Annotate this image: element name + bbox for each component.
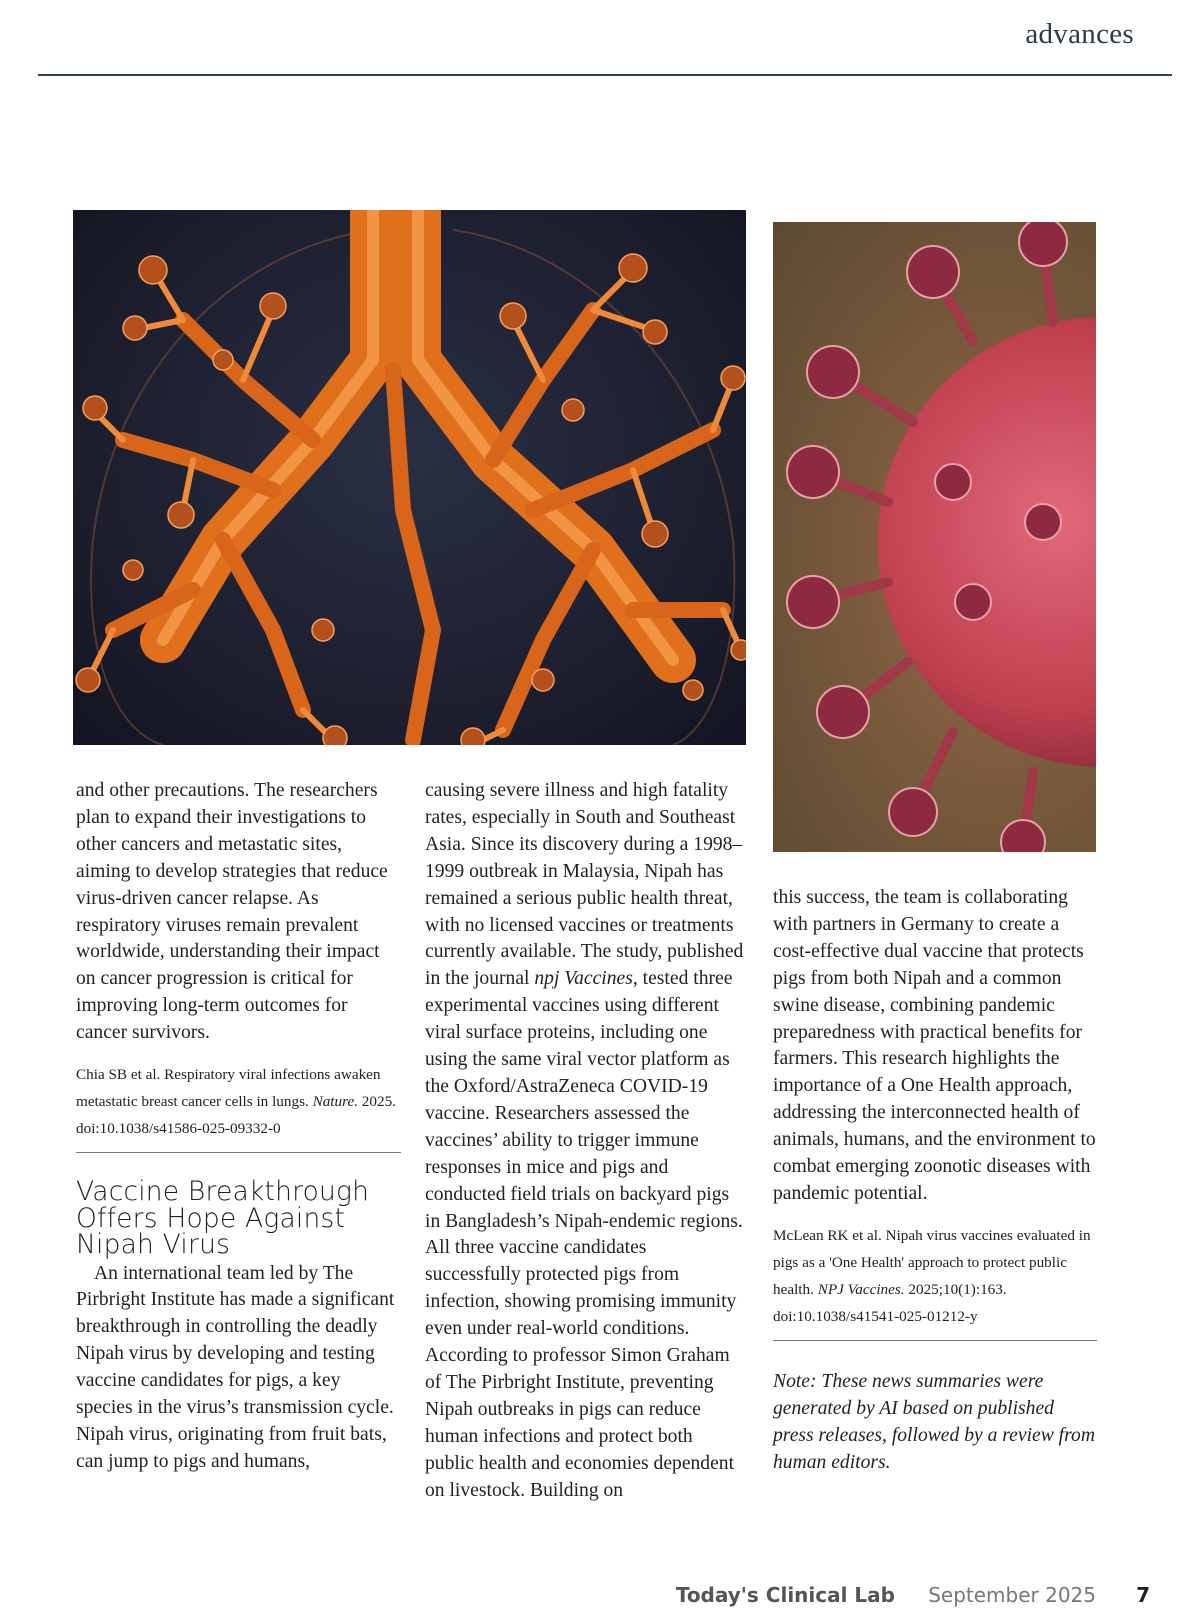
- footer-brand: Today's Clinical Lab: [675, 1583, 895, 1607]
- virus-particle-icon: [773, 222, 1096, 852]
- ai-note: Note: These news summaries were generated by AI based on published press releases, followed by a review from human editors.: [773, 1370, 1095, 1473]
- col3-divider: [773, 1340, 1097, 1341]
- col1-ref-rest: 2025. doi:10.1038/s41586-025-09332-0: [76, 1093, 396, 1138]
- lung-bronchi-icon: [73, 210, 746, 745]
- col2-body-b: , tested three experimental vaccines using different viral surface proteins, including one using the same viral vector platform as the Oxford/AstraZeneca COVID-19 vaccine. Researchers assessed the vaccines’ ability to trigger immune responses in mice and pigs and conducted field trials on backyard pigs in Bangladesh’s Nipah-endemic regions. All three vaccine candidates successfully protected pigs from infection, showing promising immunity even under real-world conditions. According to professor Simon Graham of The Pirbright Institute, preventing Nipah outbreaks in pigs can reduce human infections and protect both public health and economies dependent on livestock. Building on: [425, 968, 743, 1501]
- lung-illustration: [73, 210, 746, 745]
- col1-ref-authors: Chia SB et al. Respiratory viral infections awaken metastatic breast cancer cells in lungs.: [76, 1066, 381, 1111]
- col3-ref-journal: NPJ Vaccines.: [817, 1280, 905, 1298]
- col3-body: this success, the team is collaborating with partners in Germany to create a cost-effective dual vaccine that protects pigs from both Nipah and a common swine disease, combining pandemic preparedness with practical benefits for farmers. This research highlights the importance of a One Health approach, addressing the interconnected health of animals, humans, and the environment to combat emerging zoonotic diseases with pandemic potential.: [773, 887, 1096, 1204]
- col1-reference: [76, 1061, 401, 1142]
- section-label: advances: [1025, 18, 1134, 50]
- col1-body: and other precautions. The researchers plan to expand their investigations to other cancers and metastatic sites, aiming to develop strategies that reduce virus-driven cancer relapse. As respiratory viruses remain prevalent worldwide, understanding their impact on cancer progression is critical for improving long-term outcomes for cancer survivors.: [76, 780, 388, 1044]
- column-1: [76, 778, 401, 1476]
- column-2: [425, 778, 745, 1504]
- col1-divider: [76, 1152, 401, 1153]
- col2-body: [425, 778, 745, 1504]
- page-number: 7: [1136, 1583, 1150, 1607]
- virus-illustration: [773, 222, 1096, 852]
- col1-article-start: An international team led by The Pirbright Institute has made a significant breakthrough in controlling the deadly Nipah virus by developing and testing vaccine candidates for pigs, a key species in the virus’s transmission cycle. Nipah virus, originating from fruit bats, can jump to pigs and humans,: [76, 1262, 395, 1472]
- col3-ref-authors: McLean RK et al. Nipah virus vaccines evaluated in pigs as a 'One Health' approach to protect public health.: [773, 1226, 1091, 1298]
- col3-ref-rest: 2025;10(1):163. doi:10.1038/s41541-025-01212-y: [773, 1280, 1007, 1325]
- col3-reference: [773, 1222, 1097, 1330]
- col2-journal: npj Vaccines: [534, 968, 633, 990]
- article-headline: Vaccine Breakthrough Offers Hope Against Nipah Virus: [76, 1176, 370, 1261]
- col1-ref-journal: Nature.: [312, 1093, 358, 1111]
- header-rule: [38, 74, 1172, 76]
- footer-date: September 2025: [928, 1583, 1096, 1607]
- col2-body-a: causing severe illness and high fatality rates, especially in South and Southeast Asia. Since its discovery during a 1998–1999 outbreak in Malaysia, Nipah has remained a serious public health threat, with no licensed vaccines or treatments currently available. The study, published in the journal: [425, 780, 744, 990]
- column-3: [773, 885, 1097, 1477]
